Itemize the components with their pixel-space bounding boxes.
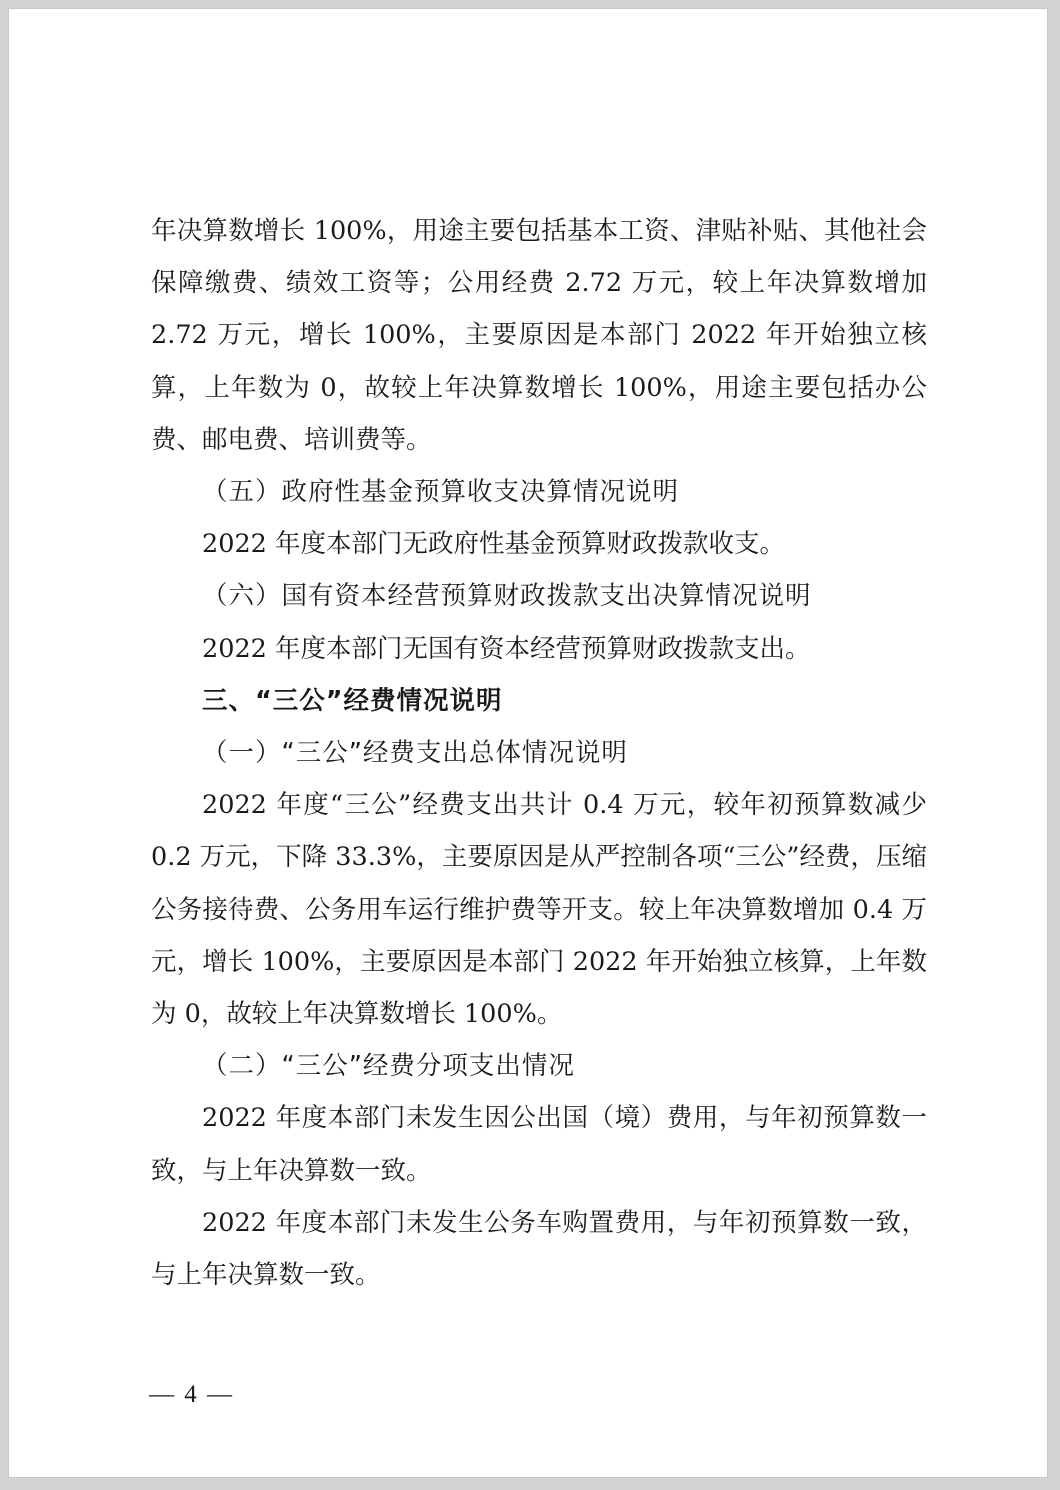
heading-state-capital-budget: （六）国有资本经营预算财政拨款支出决算情况说明 [202, 581, 812, 612]
page-number: — 4 — [149, 1381, 234, 1408]
heading-three-public-overall: （一）“三公”经费支出总体情况说明 [202, 738, 628, 769]
paragraph-state-capital-budget: 2022 年度本部门无国有资本经营预算财政拨款支出。 [202, 633, 811, 664]
document-page [8, 8, 1048, 1478]
paragraph-vehicle-purchase: 2022 年度本部门未发生公务车购置费用，与年初预算数一致，与上年决算数一致。 [151, 1207, 927, 1291]
heading-three-public-itemized: （二）“三公”经费分项支出情况 [202, 1051, 575, 1082]
paragraph-three-public-overall: 2022 年度“三公”经费支出共计 0.4 万元，较年初预算数减少 0.2 万元，下降 33.3%，主要原因是从严控制各项“三公”经费，压缩公务接待费、公务用车运行维护费等开支。较上年决算数增加 0.4 万元，增长 100%，主要原因是本部门 2022 年开始独立核算，上年数为 0，故较上年决算数增长 100%。 [151, 790, 927, 1030]
heading-three-public-expenses: 三、“三公”经费情况说明 [202, 685, 503, 716]
paragraph-personnel-public-expenses: 年决算数增长 100%，用途主要包括基本工资、津贴补贴、其他社会保障缴费、绩效工资等；公用经费 2.72 万元，较上年决算数增加 2.72 万元，增长 100%，主要原因是本部门 2022 年开始独立核算，上年数为 0，故较上年决算数增长 100%，用途主要包括办公费、邮电费、培训费等。 [151, 216, 927, 455]
paragraph-overseas-travel: 2022 年度本部门未发生因公出国（境）费用，与年初预算数一致，与上年决算数一致。 [151, 1103, 927, 1186]
heading-government-fund-budget: （五）政府性基金预算收支决算情况说明 [202, 477, 680, 508]
document-body [151, 205, 927, 1301]
paragraph-government-fund-budget: 2022 年度本部门无政府性基金预算财政拨款收支。 [202, 529, 786, 560]
